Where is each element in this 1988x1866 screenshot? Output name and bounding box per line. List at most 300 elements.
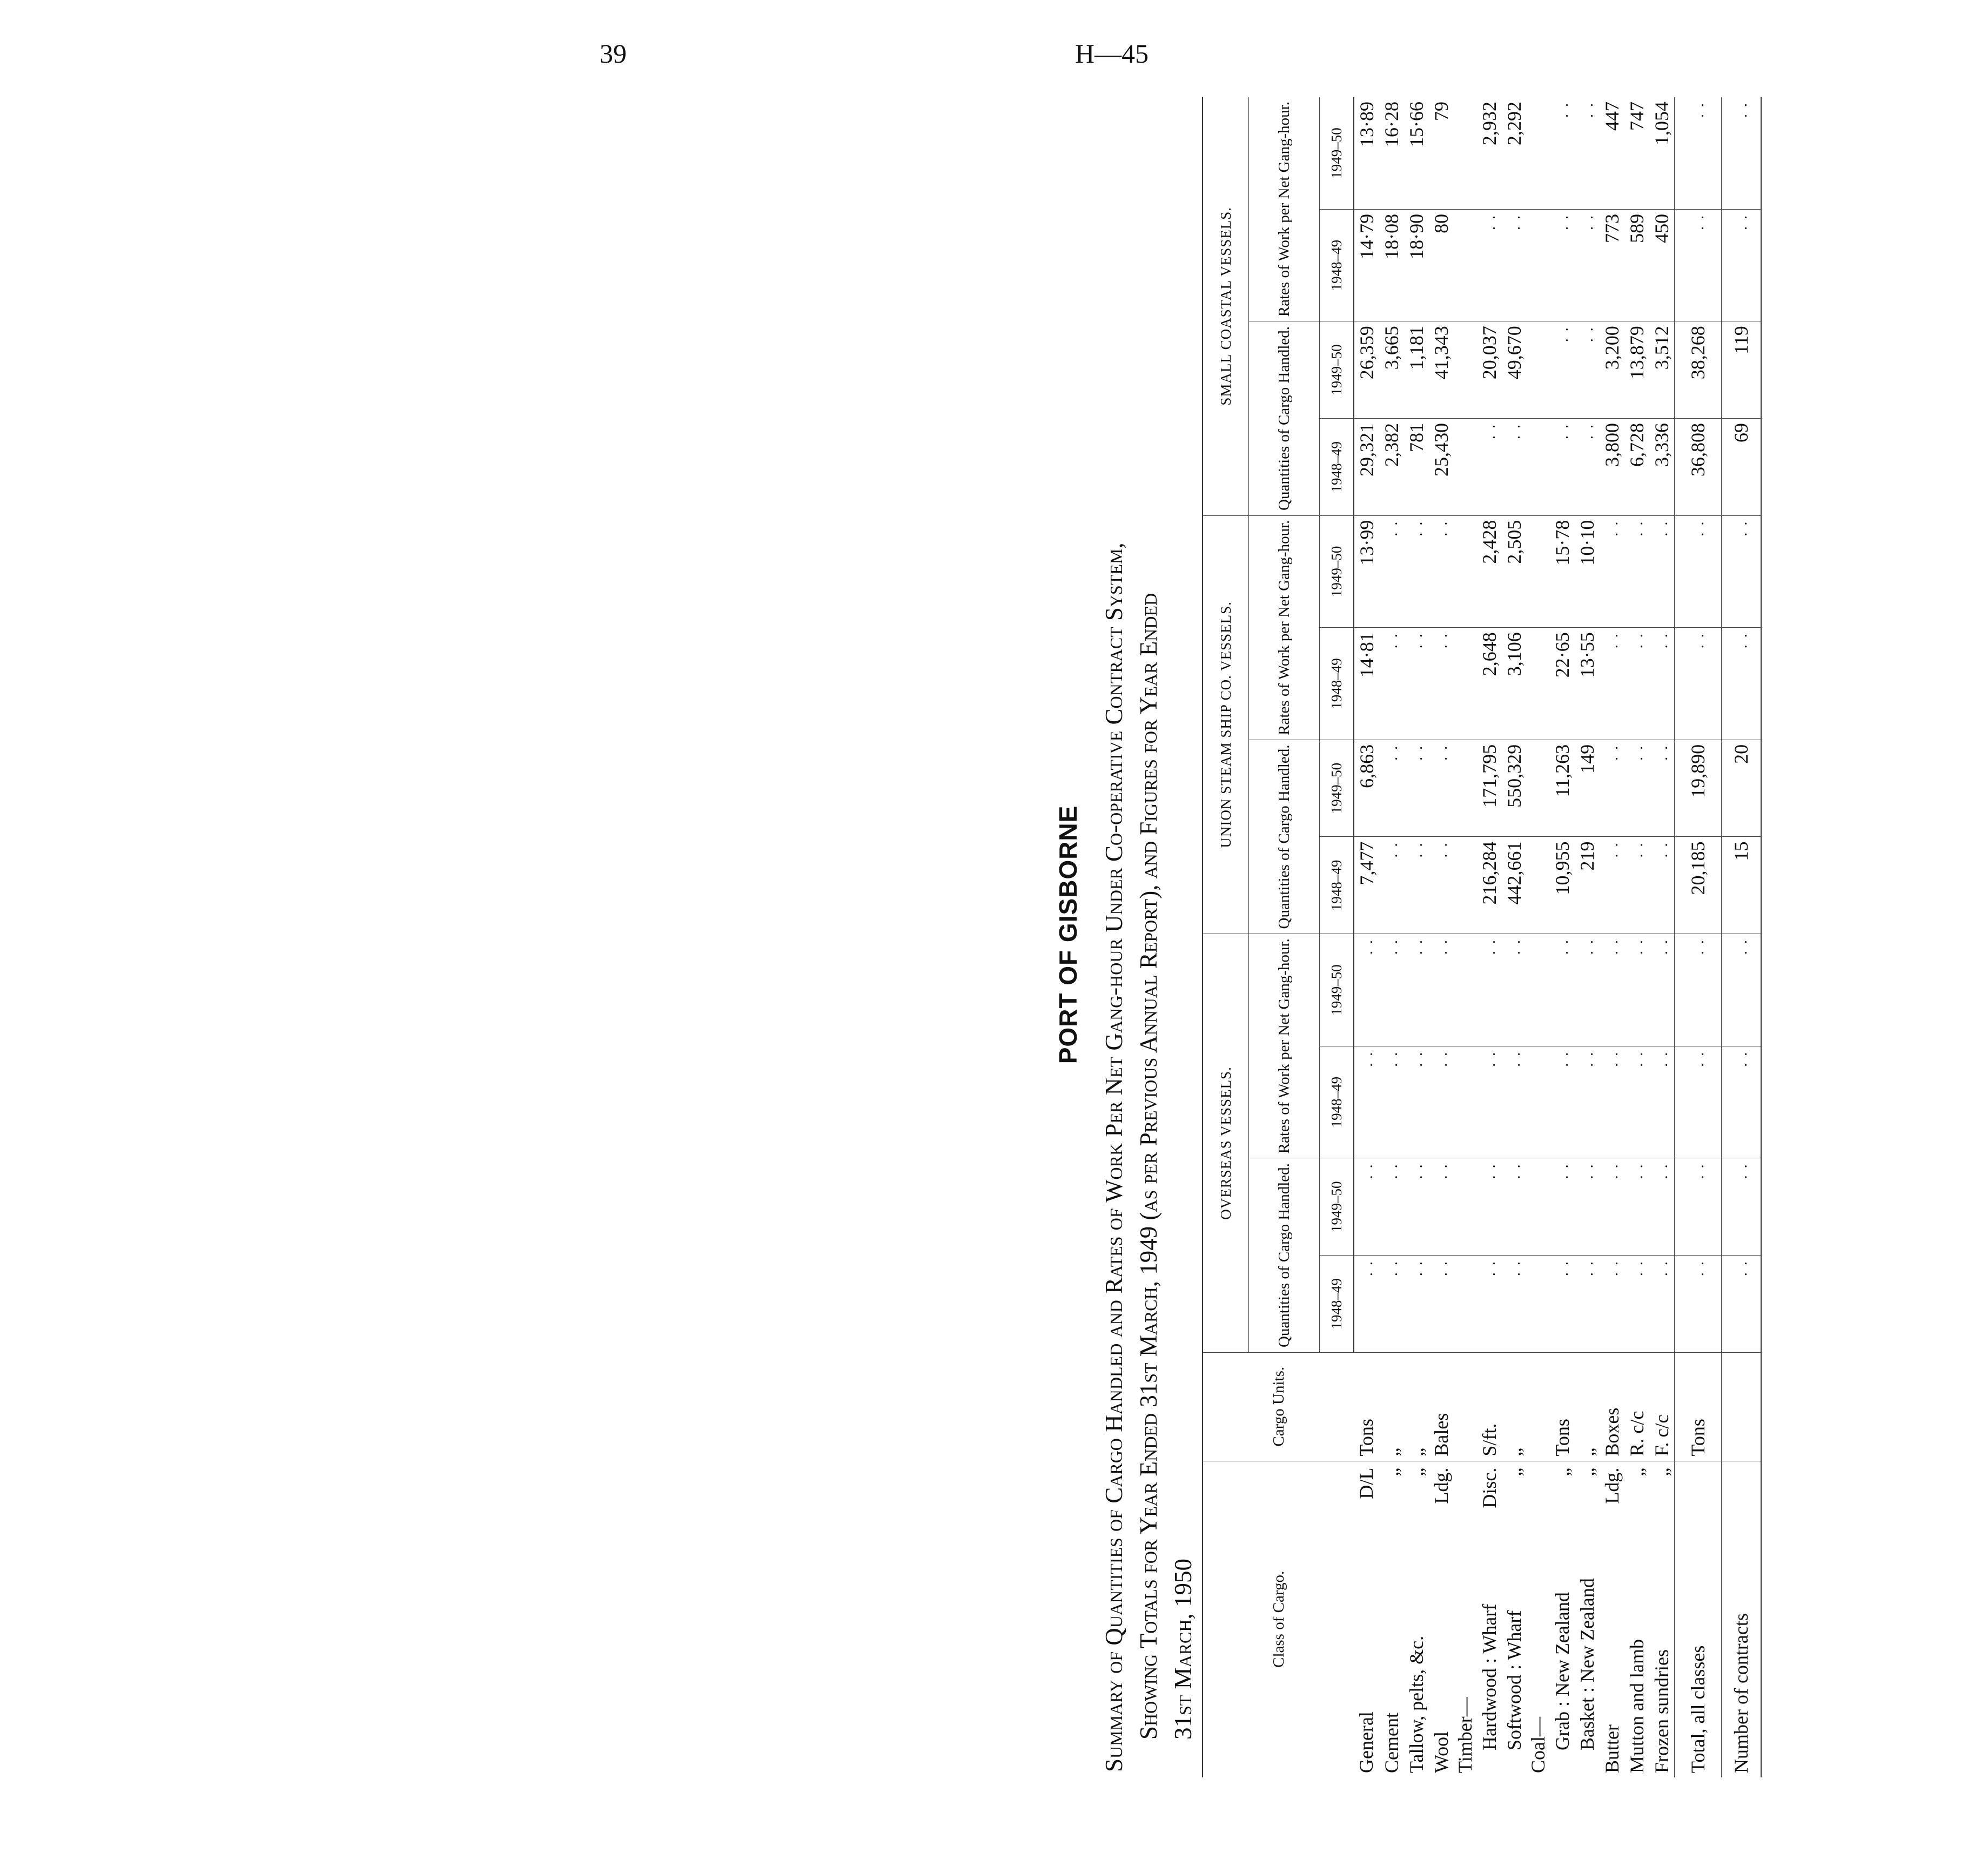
dot-leader: . . <box>1384 841 1401 858</box>
dot-leader: . . <box>1654 1163 1671 1179</box>
empty-value-cell <box>1624 1046 1649 1158</box>
empty-value-cell <box>1477 418 1502 515</box>
dot-leader: . . <box>1359 1260 1376 1277</box>
dot-leader: . . <box>1654 938 1671 955</box>
empty-value-cell <box>1379 934 1404 1046</box>
dot-leader: . . <box>1555 1260 1571 1277</box>
value-cell: 447 <box>1600 97 1624 209</box>
empty-value-cell <box>1550 209 1575 321</box>
dot-leader: . . <box>1734 632 1750 649</box>
description-line-1: Summary of Quantities of Cargo Handled and Rates of Work Per Net Gang-hour Under Co-operative Contract System, <box>1100 542 1127 1772</box>
table-row <box>1600 97 1624 1777</box>
dot-leader: . . <box>1409 841 1426 858</box>
dot-leader: . . <box>1384 1163 1401 1179</box>
dot-leader: . . <box>1604 1050 1621 1067</box>
handling-abbreviation: Ldg. <box>1430 1467 1452 1504</box>
dot-leader: . . <box>1482 422 1499 439</box>
dot-leader: . . <box>1690 632 1707 649</box>
cargo-class-cell <box>1575 1461 1600 1777</box>
dot-leader: . . <box>1629 841 1646 858</box>
empty-value-cell <box>1624 628 1649 740</box>
dot-leader: . . <box>1555 422 1571 439</box>
dot-leader: . . <box>1690 938 1707 955</box>
empty-value-cell <box>1379 837 1404 934</box>
cargo-class-cell <box>1722 1461 1762 1777</box>
empty-value-cell <box>1649 837 1675 934</box>
empty-value-cell <box>1477 209 1502 321</box>
dot-leader: . . <box>1690 520 1707 536</box>
table-row <box>1575 97 1600 1777</box>
dot-leader: . . <box>1580 422 1596 439</box>
header-year: 1949–50 <box>1320 934 1354 1046</box>
empty-value-cell <box>1600 837 1624 934</box>
dot-leader: . . <box>1434 841 1450 858</box>
dot-leader: . . <box>1434 744 1450 761</box>
dot-leader: . . <box>1604 632 1621 649</box>
header-year: 1948–49 <box>1320 837 1354 934</box>
dot-leader: . . <box>1629 938 1646 955</box>
empty-value-cell <box>1722 628 1762 740</box>
dot-leader: . . <box>1654 1050 1671 1067</box>
value-cell: 7,477 <box>1354 837 1379 934</box>
dot-leader: . . <box>1555 326 1571 343</box>
empty-value-cell <box>1649 515 1675 628</box>
value-cell: 2,505 <box>1502 515 1527 628</box>
table-row <box>1649 97 1675 1777</box>
empty-value-cell <box>1454 97 1477 209</box>
cargo-class-label: Timber— <box>1454 1697 1476 1773</box>
header-small-coastal-vessels: SMALL COASTAL VESSELS. <box>1203 97 1249 515</box>
value-cell: 14·79 <box>1354 209 1379 321</box>
cargo-class-cell <box>1379 1461 1404 1777</box>
empty-value-cell <box>1429 740 1454 837</box>
empty-value-cell <box>1675 1256 1722 1353</box>
table-row <box>1624 97 1649 1777</box>
header-year: 1949–50 <box>1320 740 1354 837</box>
dot-leader: . . <box>1507 422 1523 439</box>
dot-leader: . . <box>1409 1260 1426 1277</box>
empty-value-cell <box>1600 934 1624 1046</box>
header-year: 1949–50 <box>1320 515 1354 628</box>
handling-abbreviation: „ <box>1551 1467 1573 1476</box>
cargo-unit-cell: „ <box>1404 1352 1429 1461</box>
header-year: 1949–50 <box>1320 97 1354 209</box>
dot-leader: . . <box>1580 213 1596 230</box>
dot-leader: . . <box>1409 744 1426 761</box>
empty-value-cell <box>1404 515 1429 628</box>
header-year: 1948–49 <box>1320 1256 1354 1353</box>
dot-leader: . . <box>1604 841 1621 858</box>
table-row <box>1454 97 1477 1777</box>
dot-leader: . . <box>1734 102 1750 118</box>
value-cell: 589 <box>1624 209 1649 321</box>
table-body <box>1354 97 1761 1777</box>
empty-value-cell <box>1722 1256 1762 1353</box>
empty-value-cell <box>1404 1158 1429 1256</box>
cargo-unit-cell: „ <box>1379 1352 1404 1461</box>
empty-value-cell <box>1675 628 1722 740</box>
header-year: 1948–49 <box>1320 418 1354 515</box>
dot-leader: . . <box>1734 1163 1750 1179</box>
dot-leader: . . <box>1409 632 1426 649</box>
empty-value-cell <box>1624 1256 1649 1353</box>
value-cell: 15·66 <box>1404 97 1429 209</box>
table-row <box>1527 97 1550 1777</box>
empty-value-cell <box>1527 209 1550 321</box>
table-row <box>1675 97 1722 1777</box>
cargo-class-label: Cement <box>1380 1713 1402 1773</box>
value-cell: 26,359 <box>1354 321 1379 419</box>
empty-value-cell <box>1649 1256 1675 1353</box>
value-cell: 79 <box>1429 97 1454 209</box>
dot-leader: . . <box>1507 938 1523 955</box>
empty-value-cell <box>1550 1256 1575 1353</box>
dot-leader: . . <box>1384 632 1401 649</box>
empty-value-cell <box>1454 1158 1477 1256</box>
handling-abbreviation: „ <box>1576 1467 1598 1476</box>
value-cell: 1,054 <box>1649 97 1675 209</box>
dot-leader: . . <box>1409 1050 1426 1067</box>
empty-value-cell <box>1675 515 1722 628</box>
dot-leader: . . <box>1690 213 1707 230</box>
empty-value-cell <box>1429 1046 1454 1158</box>
empty-value-cell <box>1575 934 1600 1046</box>
dot-leader: . . <box>1690 102 1707 118</box>
empty-value-cell <box>1722 1158 1762 1256</box>
dot-leader: . . <box>1734 520 1750 536</box>
value-cell: 3,200 <box>1600 321 1624 419</box>
cargo-class-label: Frozen sundries <box>1650 1649 1673 1773</box>
empty-value-cell <box>1649 934 1675 1046</box>
empty-value-cell <box>1354 1158 1379 1256</box>
dot-leader: . . <box>1384 744 1401 761</box>
cargo-unit-cell <box>1722 1352 1762 1461</box>
cargo-class-cell <box>1550 1461 1575 1777</box>
dot-leader: . . <box>1629 1163 1646 1179</box>
empty-value-cell <box>1429 1158 1454 1256</box>
value-cell: 781 <box>1404 418 1429 515</box>
dot-leader: . . <box>1359 1163 1376 1179</box>
empty-value-cell <box>1354 1046 1379 1158</box>
empty-value-cell <box>1404 934 1429 1046</box>
cargo-class-cell <box>1624 1461 1649 1777</box>
empty-value-cell <box>1454 1046 1477 1158</box>
handling-abbreviation: „ <box>1626 1467 1648 1476</box>
empty-value-cell <box>1379 1256 1404 1353</box>
empty-value-cell <box>1429 837 1454 934</box>
cargo-class-label: Butter <box>1601 1724 1623 1773</box>
empty-value-cell <box>1722 209 1762 321</box>
dot-leader: . . <box>1555 1050 1571 1067</box>
header-year: 1949–50 <box>1320 321 1354 419</box>
value-cell: 25,430 <box>1429 418 1454 515</box>
dot-leader: . . <box>1580 326 1596 343</box>
value-cell: 3,800 <box>1600 418 1624 515</box>
cargo-class-label: Grab : New Zealand <box>1551 1592 1573 1750</box>
dot-leader: . . <box>1629 1260 1646 1277</box>
empty-value-cell <box>1527 628 1550 740</box>
dot-leader: . . <box>1434 632 1450 649</box>
empty-value-cell <box>1527 97 1550 209</box>
empty-value-cell <box>1454 1256 1477 1353</box>
value-cell: 11,263 <box>1550 740 1575 837</box>
dot-leader: . . <box>1555 1163 1571 1179</box>
dot-leader: . . <box>1409 520 1426 536</box>
empty-value-cell <box>1550 321 1575 419</box>
empty-value-cell <box>1722 1046 1762 1158</box>
header-year: 1948–49 <box>1320 209 1354 321</box>
value-cell: 2,932 <box>1477 97 1502 209</box>
value-cell: 10,955 <box>1550 837 1575 934</box>
cargo-class-label: Hardwood : Wharf <box>1478 1603 1500 1750</box>
empty-value-cell <box>1404 1046 1429 1158</box>
handling-abbreviation: D/L <box>1355 1467 1377 1499</box>
description-line-2: Showing Totals for Year Ended 31st March, 1949 (as per Previous Annual Report), and Figures for Year Ended <box>1135 593 1162 1740</box>
empty-value-cell <box>1649 628 1675 740</box>
value-cell: 2,648 <box>1477 628 1502 740</box>
rotated-page-content <box>1053 92 1988 1777</box>
dot-leader: . . <box>1580 1163 1596 1179</box>
header-year: 1948–49 <box>1320 1046 1354 1158</box>
value-cell: 41,343 <box>1429 321 1454 419</box>
empty-value-cell <box>1575 1046 1600 1158</box>
dot-leader: . . <box>1654 1260 1671 1277</box>
value-cell: 15·78 <box>1550 515 1575 628</box>
dot-leader: . . <box>1629 1050 1646 1067</box>
table-description <box>1097 103 1200 1772</box>
header-rates: Rates of Work per Net Gang-hour. <box>1249 934 1320 1158</box>
empty-value-cell <box>1624 740 1649 837</box>
empty-value-cell <box>1550 934 1575 1046</box>
dot-leader: . . <box>1434 1050 1450 1067</box>
empty-value-cell <box>1502 1158 1527 1256</box>
dot-leader: . . <box>1555 213 1571 230</box>
cargo-unit-cell: „ <box>1575 1352 1600 1461</box>
cargo-unit-cell <box>1454 1352 1477 1461</box>
cargo-class-label: Tallow, pelts, &c. <box>1405 1635 1427 1773</box>
header-quantities: Quantities of Cargo Handled. <box>1249 1158 1320 1352</box>
dot-leader: . . <box>1580 1050 1596 1067</box>
value-cell: 13·89 <box>1354 97 1379 209</box>
value-cell: 13,879 <box>1624 321 1649 419</box>
empty-value-cell <box>1675 934 1722 1046</box>
cargo-class-cell <box>1429 1461 1454 1777</box>
empty-value-cell <box>1575 1158 1600 1256</box>
header-overseas-vessels: OVERSEAS VESSELS. <box>1203 934 1249 1353</box>
empty-value-cell <box>1550 1046 1575 1158</box>
cargo-class-label: Softwood : Wharf <box>1503 1610 1525 1750</box>
cargo-unit-cell: R. c/c <box>1624 1352 1649 1461</box>
value-cell: 10·10 <box>1575 515 1600 628</box>
cargo-class-label: Coal— <box>1527 1717 1549 1773</box>
empty-value-cell <box>1454 837 1477 934</box>
empty-value-cell <box>1502 934 1527 1046</box>
value-cell: 2,382 <box>1379 418 1404 515</box>
handling-abbreviation: Ldg. <box>1601 1467 1623 1504</box>
dot-leader: . . <box>1384 938 1401 955</box>
value-cell: 747 <box>1624 97 1649 209</box>
value-cell: 20,185 <box>1675 837 1722 934</box>
empty-value-cell <box>1354 1256 1379 1353</box>
empty-value-cell <box>1502 1256 1527 1353</box>
empty-value-cell <box>1477 1046 1502 1158</box>
value-cell: 3,512 <box>1649 321 1675 419</box>
dot-leader: . . <box>1690 1260 1707 1277</box>
table-row <box>1354 97 1379 1777</box>
empty-value-cell <box>1454 934 1477 1046</box>
dot-leader: . . <box>1555 938 1571 955</box>
empty-value-cell <box>1550 97 1575 209</box>
dot-leader: . . <box>1434 938 1450 955</box>
dot-leader: . . <box>1434 1163 1450 1179</box>
dot-leader: . . <box>1654 632 1671 649</box>
cargo-class-cell <box>1454 1461 1477 1777</box>
dot-leader: . . <box>1734 213 1750 230</box>
header-year: 1949–50 <box>1320 1158 1354 1256</box>
cargo-class-cell <box>1354 1461 1379 1777</box>
empty-value-cell <box>1379 1046 1404 1158</box>
empty-value-cell <box>1624 934 1649 1046</box>
table-row <box>1404 97 1429 1777</box>
empty-value-cell <box>1354 934 1379 1046</box>
dot-leader: . . <box>1604 1260 1621 1277</box>
table-row <box>1502 97 1527 1777</box>
value-cell: 18·90 <box>1404 209 1429 321</box>
empty-value-cell <box>1624 1158 1649 1256</box>
cargo-unit-cell: Tons <box>1354 1352 1379 1461</box>
cargo-unit-cell: Tons <box>1675 1352 1722 1461</box>
dot-leader: . . <box>1409 938 1426 955</box>
empty-value-cell <box>1454 418 1477 515</box>
empty-value-cell <box>1502 418 1527 515</box>
dot-leader: . . <box>1580 102 1596 118</box>
empty-value-cell <box>1429 515 1454 628</box>
dot-leader: . . <box>1580 938 1596 955</box>
empty-value-cell <box>1502 1046 1527 1158</box>
value-cell: 216,284 <box>1477 837 1502 934</box>
header-rates: Rates of Work per Net Gang-hour. <box>1249 97 1320 321</box>
cargo-class-label: Basket : New Zealand <box>1576 1578 1598 1750</box>
dot-leader: . . <box>1482 1050 1499 1067</box>
empty-value-cell <box>1675 1158 1722 1256</box>
value-cell: 450 <box>1649 209 1675 321</box>
value-cell: 442,661 <box>1502 837 1527 934</box>
value-cell: 3,336 <box>1649 418 1675 515</box>
dot-leader: . . <box>1629 744 1646 761</box>
dot-leader: . . <box>1359 1050 1376 1067</box>
dot-leader: . . <box>1654 841 1671 858</box>
empty-value-cell <box>1575 1256 1600 1353</box>
value-cell: 2,428 <box>1477 515 1502 628</box>
empty-value-cell <box>1675 1046 1722 1158</box>
value-cell: 19,890 <box>1675 740 1722 837</box>
dot-leader: . . <box>1604 1163 1621 1179</box>
empty-value-cell <box>1527 934 1550 1046</box>
empty-value-cell <box>1454 515 1477 628</box>
value-cell: 49,670 <box>1502 321 1527 419</box>
cargo-unit-cell: Boxes <box>1600 1352 1624 1461</box>
value-cell: 29,321 <box>1354 418 1379 515</box>
empty-value-cell <box>1527 1158 1550 1256</box>
empty-value-cell <box>1575 209 1600 321</box>
value-cell: 69 <box>1722 418 1762 515</box>
cargo-unit-cell: Tons <box>1550 1352 1575 1461</box>
value-cell: 14·81 <box>1354 628 1379 740</box>
dot-leader: . . <box>1604 520 1621 536</box>
dot-leader: . . <box>1507 1163 1523 1179</box>
header-union-steam-ship-vessels: UNION STEAM SHIP CO. VESSELS. <box>1203 515 1249 934</box>
page-title: PORT OF GISBORNE <box>1054 805 1082 1064</box>
cargo-class-label: Number of contracts <box>1730 1613 1752 1773</box>
empty-value-cell <box>1649 1046 1675 1158</box>
cargo-unit-cell: F. c/c <box>1649 1352 1675 1461</box>
dot-leader: . . <box>1384 520 1401 536</box>
empty-value-cell <box>1429 1256 1454 1353</box>
empty-value-cell <box>1404 740 1429 837</box>
handling-abbreviation: „ <box>1650 1467 1673 1476</box>
table-row <box>1722 97 1762 1777</box>
value-cell: 13·99 <box>1354 515 1379 628</box>
empty-value-cell <box>1600 628 1624 740</box>
value-cell: 149 <box>1575 740 1600 837</box>
cargo-unit-cell: „ <box>1502 1352 1527 1461</box>
empty-value-cell <box>1527 321 1550 419</box>
page-number: 39 <box>600 38 627 69</box>
empty-value-cell <box>1429 628 1454 740</box>
dot-leader: . . <box>1409 1163 1426 1179</box>
value-cell: 550,329 <box>1502 740 1527 837</box>
value-cell: 16·28 <box>1379 97 1404 209</box>
table-row <box>1379 97 1404 1777</box>
empty-value-cell <box>1550 418 1575 515</box>
value-cell: 38,268 <box>1675 321 1722 419</box>
value-cell: 20 <box>1722 740 1762 837</box>
empty-value-cell <box>1649 1158 1675 1256</box>
value-cell: 219 <box>1575 837 1600 934</box>
dot-leader: . . <box>1654 744 1671 761</box>
dot-leader: . . <box>1507 1260 1523 1277</box>
empty-value-cell <box>1550 1158 1575 1256</box>
empty-value-cell <box>1600 740 1624 837</box>
dot-leader: . . <box>1482 938 1499 955</box>
dot-leader: . . <box>1384 1050 1401 1067</box>
cargo-class-label: Wool <box>1430 1731 1452 1773</box>
header-quantities: Quantities of Cargo Handled. <box>1249 321 1320 515</box>
dot-leader: . . <box>1734 1260 1750 1277</box>
empty-value-cell <box>1675 97 1722 209</box>
header-class-of-cargo: Class of Cargo. <box>1203 1461 1354 1777</box>
description-line-3: 31st March, 1950 <box>1170 1558 1197 1740</box>
empty-value-cell <box>1675 209 1722 321</box>
value-cell: 20,037 <box>1477 321 1502 419</box>
empty-value-cell <box>1527 1046 1550 1158</box>
empty-value-cell <box>1429 934 1454 1046</box>
empty-value-cell <box>1477 934 1502 1046</box>
dot-leader: . . <box>1555 102 1571 118</box>
dot-leader: . . <box>1359 938 1376 955</box>
cargo-class-cell <box>1675 1461 1722 1777</box>
value-cell: 3,106 <box>1502 628 1527 740</box>
empty-value-cell <box>1477 1158 1502 1256</box>
cargo-class-label: General <box>1355 1711 1377 1773</box>
cargo-class-label: Mutton and lamb <box>1626 1639 1648 1773</box>
value-cell: 18·08 <box>1379 209 1404 321</box>
empty-value-cell <box>1454 209 1477 321</box>
dot-leader: . . <box>1507 1050 1523 1067</box>
value-cell: 2,292 <box>1502 97 1527 209</box>
dot-leader: . . <box>1654 520 1671 536</box>
empty-value-cell <box>1575 321 1600 419</box>
